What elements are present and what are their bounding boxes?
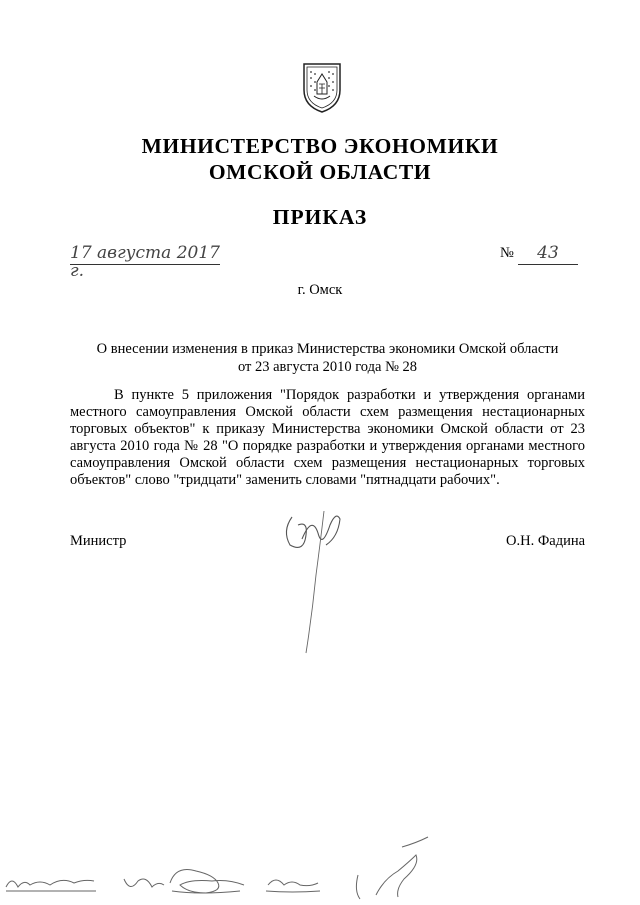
- handwritten-signature: [278, 505, 348, 655]
- ministry-title-line1: МИНИСТЕРСТВО ЭКОНОМИКИ: [141, 134, 499, 158]
- signer-position: Министр: [70, 533, 127, 549]
- approval-visas: [0, 835, 640, 905]
- handwritten-date: 17 августа 2017 г.: [70, 243, 220, 281]
- number-label: №: [500, 245, 514, 261]
- order-body-paragraph: В пункте 5 приложения "Порядок разработки и утверждения органами местного самоуправления Омской области схем размещения нестационарных торговых объектов" к приказу Министерства экономики Омской области от 23 августа 2010 года № 28 "О порядке разработки и утверждения органами местного самоуправления Омской области схем размещения нестационарных торговых объектов" слово "тридцати" заменить словами "пятнадцати рабочих".: [70, 387, 585, 488]
- subject-line-2: от 23 августа 2010 года № 28: [237, 359, 418, 375]
- subject-block: [70, 340, 585, 376]
- subject-line-1: О внесении изменения в приказ Министерства экономики Омской области: [96, 341, 559, 357]
- document-type-heading: ПРИКАЗ: [272, 205, 368, 229]
- handwritten-number: 43: [518, 244, 578, 265]
- signer-name: О.Н. Фадина: [506, 533, 586, 549]
- ministry-title-line2: ОМСКОЙ ОБЛАСТИ: [208, 160, 432, 184]
- city-label: г. Омск: [297, 282, 343, 298]
- coat-of-arms-emblem: [300, 60, 344, 114]
